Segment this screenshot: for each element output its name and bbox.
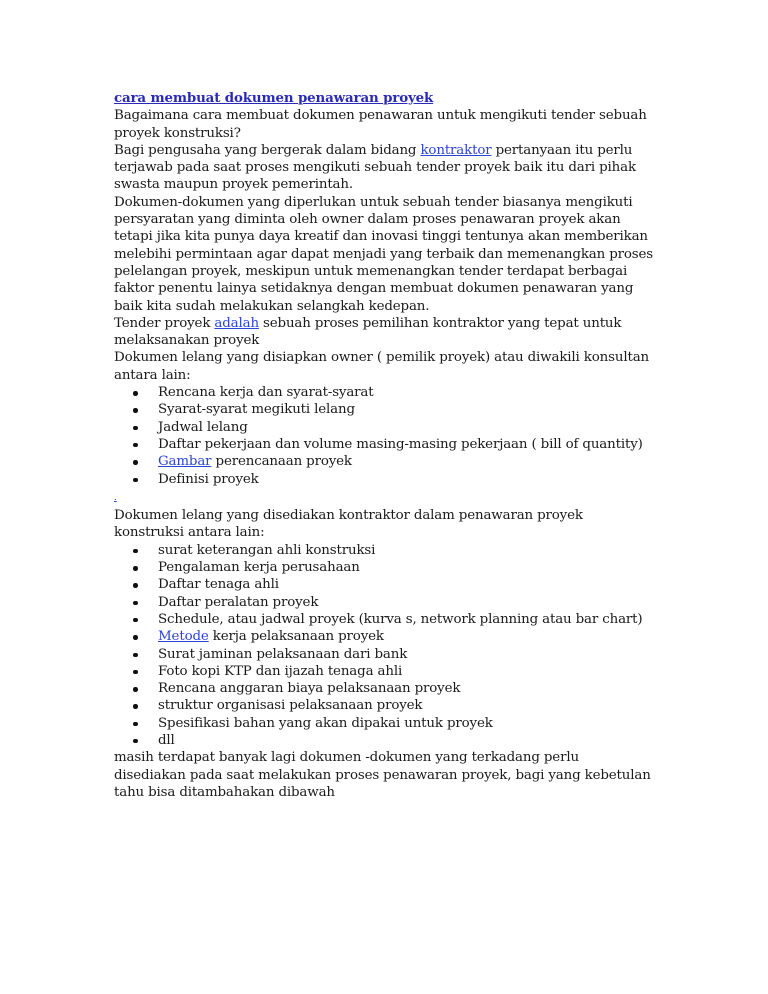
list-item: Daftar peralatan proyek xyxy=(158,594,654,611)
list-item xyxy=(158,453,654,470)
contractor-paragraph-text-after: pertanyaan itu perlu terjawab pada saat proses mengikuti sebuah tender proyek baik itu dari pihak swasta maupun proyek pemerintah. xyxy=(114,142,636,193)
list-item-text: perencanaan proyek xyxy=(211,454,352,470)
list-item: struktur organisasi pelaksanaan proyek xyxy=(158,697,654,714)
metode-link[interactable]: Metode xyxy=(158,629,209,645)
owner-documents-intro: Dokumen lelang yang disiapkan owner ( pemilik proyek) atau diwakili konsultan antara lain: xyxy=(114,350,650,383)
list-item: Spesifikasi bahan yang akan dipakai untuk proyek xyxy=(158,715,654,732)
list-item xyxy=(158,628,654,645)
list-item: Daftar pekerjaan dan volume masing-masing pekerjaan ( bill of quantity) xyxy=(158,436,654,453)
list-item: Definisi proyek xyxy=(158,471,654,488)
gambar-link[interactable]: Gambar xyxy=(158,454,212,470)
list-item-text: kerja pelaksanaan proyek xyxy=(208,629,384,645)
list-item: dll xyxy=(158,732,654,749)
intro-question-paragraph: Bagaimana cara membuat dokumen penawaran untuk mengikuti tender sebuah proyek konstruksi? xyxy=(114,108,647,141)
owner-documents-list xyxy=(114,384,654,488)
document-page xyxy=(114,90,654,801)
list-item: Foto kopi KTP dan ijazah tenaga ahli xyxy=(158,663,654,680)
documents-paragraph: Dokumen-dokumen yang diperlukan untuk sebuah tender biasanya mengikuti persyaratan yang diminta oleh owner dalam proses penawaran proyek akan tetapi jika kita punya daya kreatif dan inovasi tinggi tentunya akan memberikan melebihi permintaan agar dapat menjadi yang terbaik dan memenangkan proses pelelangan proyek, meskipun untuk memenangkan tender terdapat berbagai faktor penentu lainya setidaknya dengan membuat dokumen penawaran yang baik kita sudah melakukan selangkah kedepan. xyxy=(114,194,653,314)
contractor-paragraph-text-before: Bagi pengusaha yang bergerak dalam bidang xyxy=(114,142,421,158)
tender-definition-text-after: sebuah proses pemilihan kontraktor yang tepat untuk melaksanakan proyek xyxy=(114,315,622,349)
small-link[interactable]: . xyxy=(114,492,117,503)
list-item: Schedule, atau jadwal proyek (kurva s, network planning atau bar chart) xyxy=(158,611,654,628)
closing-paragraph: masih terdapat banyak lagi dokumen -dokumen yang terkadang perlu disediakan pada saat melakukan proses penawaran proyek, bagi yang kebetulan tahu bisa ditambahakan dibawah xyxy=(114,750,651,800)
list-item: Rencana anggaran biaya pelaksanaan proyek xyxy=(158,680,654,697)
tender-definition-paragraph xyxy=(114,315,654,350)
page-title[interactable]: cara membuat dokumen penawaran proyek xyxy=(114,90,434,106)
tender-definition-text-before: Tender proyek xyxy=(114,315,215,331)
contractor-documents-list xyxy=(114,542,654,750)
contractor-paragraph xyxy=(114,142,654,194)
list-item: Surat jaminan pelaksanaan dari bank xyxy=(158,646,654,663)
list-item: surat keterangan ahli konstruksi xyxy=(158,542,654,559)
list-item: Rencana kerja dan syarat-syarat xyxy=(158,384,654,401)
list-item: Pengalaman kerja perusahaan xyxy=(158,559,654,576)
kontraktor-link[interactable]: kontraktor xyxy=(420,142,492,158)
adalah-link[interactable]: adalah xyxy=(214,315,259,331)
list-item: Daftar tenaga ahli xyxy=(158,576,654,593)
list-item: Syarat-syarat megikuti lelang xyxy=(158,401,654,418)
contractor-documents-intro: Dokumen lelang yang disediakan kontraktor dalam penawaran proyek konstruksi antara lain: xyxy=(114,508,583,541)
list-item: Jadwal lelang xyxy=(158,419,654,436)
